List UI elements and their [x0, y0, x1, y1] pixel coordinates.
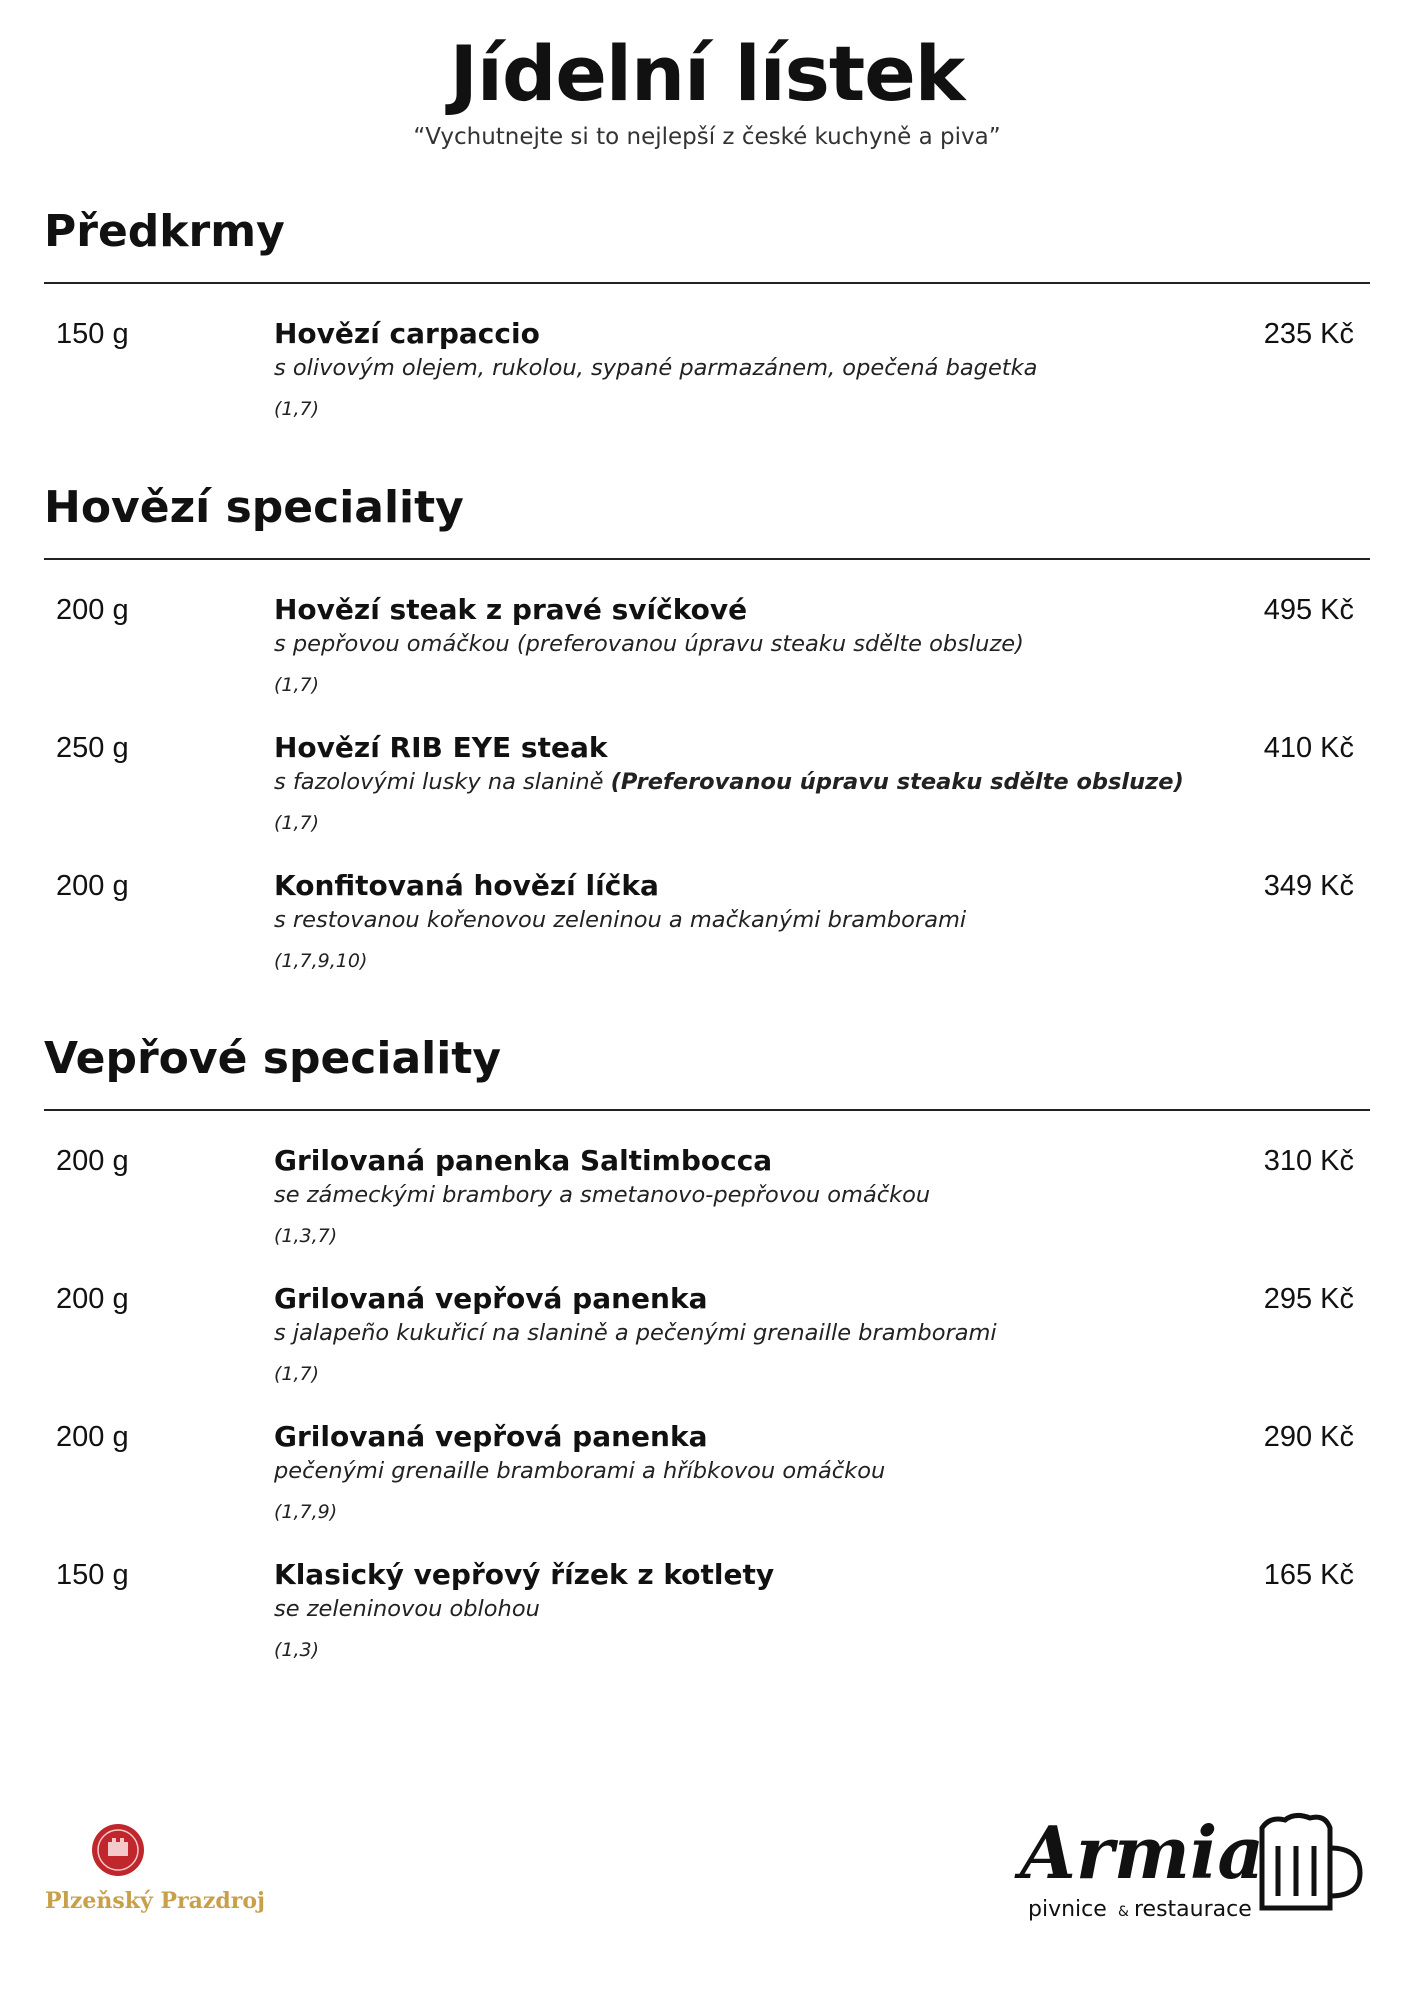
armia-tagline-right: restaurace: [1134, 1897, 1252, 1922]
item-weight: 200 g: [56, 1421, 129, 1453]
section-title: Hovězí speciality: [44, 482, 464, 533]
armia-logo: [1020, 1808, 1370, 1928]
menu-item: [44, 868, 1370, 1006]
section-hovezi-speciality: [44, 480, 1370, 972]
beer-mug-icon: [1262, 1815, 1360, 1908]
prazdroj-wordmark: Plzeňský Prazdroj: [45, 1888, 265, 1914]
item-price: 410 Kč: [1263, 732, 1354, 764]
menu-item: [44, 1143, 1370, 1281]
item-weight: 150 g: [56, 318, 129, 350]
item-name: Konfitovaná hovězí líčka: [274, 869, 659, 902]
menu-item: [44, 730, 1370, 868]
item-name: Klasický vepřový řízek z kotlety: [274, 1558, 775, 1591]
item-name: Grilovaná vepřová panenka: [274, 1282, 708, 1315]
item-allergens: (1,7): [274, 812, 320, 834]
item-description: se zeleninovou oblohou: [274, 1596, 540, 1622]
item-weight: 200 g: [56, 870, 129, 902]
item-description: s restovanou kořenovou zeleninou a mačkanými bramborami: [274, 907, 967, 933]
prazdroj-seal-icon: [45, 1820, 265, 1920]
menu-items: [44, 592, 1370, 1006]
item-price: 349 Kč: [1263, 870, 1354, 902]
menu-item: [44, 1557, 1370, 1695]
plzensky-prazdroj-logo: [45, 1820, 265, 1920]
menu-header: [0, 28, 1414, 150]
item-weight: 200 g: [56, 594, 129, 626]
item-description-text: s fazolovými lusky na slanině: [274, 769, 611, 795]
armia-tagline-amp: &: [1118, 1904, 1129, 1920]
item-allergens: (1,7): [274, 1363, 320, 1385]
item-description: pečenými grenaille bramborami a hříbkovou omáčkou: [274, 1458, 886, 1484]
section-divider: [44, 282, 1370, 284]
item-description: s jalapeño kukuřicí na slanině a pečenými grenaille bramborami: [274, 1320, 997, 1346]
section-title: Vepřové speciality: [44, 1033, 502, 1084]
item-price: 295 Kč: [1263, 1283, 1354, 1315]
section-divider: [44, 1109, 1370, 1111]
item-description: se zámeckými brambory a smetanovo-pepřovou omáčkou: [274, 1182, 931, 1208]
item-allergens: (1,7,9,10): [274, 950, 368, 972]
item-allergens: (1,7): [274, 674, 320, 696]
item-price: 165 Kč: [1263, 1559, 1354, 1591]
item-weight: 200 g: [56, 1283, 129, 1315]
item-price: 235 Kč: [1263, 318, 1354, 350]
item-weight: 150 g: [56, 1559, 129, 1591]
item-allergens: (1,3,7): [274, 1225, 338, 1247]
section-divider: [44, 558, 1370, 560]
armia-tagline-left: pivnice: [1028, 1897, 1107, 1922]
item-description: s olivovým olejem, rukolou, sypané parmazánem, opečená bagetka: [274, 355, 1038, 381]
section-predkrmy: [44, 204, 1370, 420]
item-name: Grilovaná vepřová panenka: [274, 1420, 708, 1453]
menu-subtitle: “Vychutnejte si to nejlepší z české kuchyně a piva”: [413, 124, 1001, 150]
section-veprove-speciality: [44, 1031, 1370, 1661]
item-name: Hovězí carpaccio: [274, 317, 540, 350]
item-allergens: (1,3): [274, 1639, 320, 1661]
menu-item: [44, 316, 1370, 454]
menu-item: [44, 1419, 1370, 1557]
menu-item: [44, 1281, 1370, 1419]
item-weight: 250 g: [56, 732, 129, 764]
item-description-note: (Preferovanou úpravu steaku sdělte obsluze): [610, 769, 1184, 795]
menu-items: [44, 316, 1370, 454]
item-description: s pepřovou omáčkou (preferovanou úpravu steaku sdělte obsluze): [274, 631, 1024, 657]
menu-items: [44, 1143, 1370, 1695]
menu-item: [44, 592, 1370, 730]
armia-wordmark: Armia: [1020, 1810, 1264, 1895]
item-weight: 200 g: [56, 1145, 129, 1177]
item-name: Hovězí steak z pravé svíčkové: [274, 593, 748, 626]
item-name: Grilovaná panenka Saltimbocca: [274, 1144, 773, 1177]
item-allergens: (1,7): [274, 398, 320, 420]
item-allergens: (1,7,9): [274, 1501, 338, 1523]
item-name: Hovězí RIB EYE steak: [274, 731, 608, 764]
section-title: Předkrmy: [44, 206, 285, 257]
item-price: 290 Kč: [1263, 1421, 1354, 1453]
item-price: 495 Kč: [1263, 594, 1354, 626]
menu-title: Jídelní lístek: [449, 29, 965, 118]
item-description: [274, 766, 1184, 798]
item-price: 310 Kč: [1263, 1145, 1354, 1177]
